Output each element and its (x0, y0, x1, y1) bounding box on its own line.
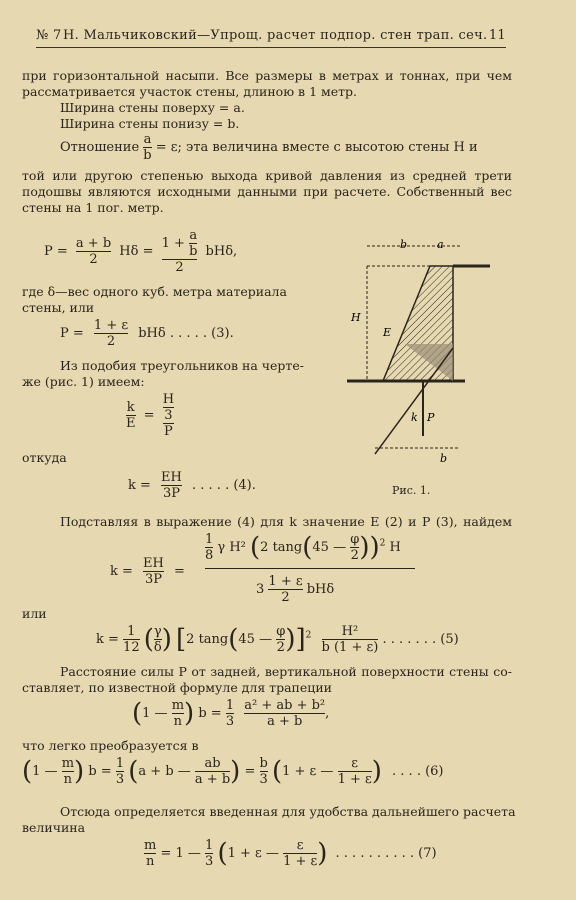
text: P = (44, 244, 68, 259)
label-P: P (427, 411, 435, 424)
paragraph-line: же (рис. 1) имеем: (22, 374, 145, 389)
equation-trapezoid (132, 698, 329, 729)
fraction (144, 838, 156, 869)
paren: ( (271, 756, 283, 787)
denominator: 3 (115, 772, 125, 787)
paren: ) (317, 838, 328, 869)
text: = 1 — (160, 846, 201, 861)
text: = (244, 764, 256, 779)
numerator: EH (161, 470, 182, 485)
paragraph-line: Ширина стены поверху = a. (60, 100, 245, 115)
denominator: 3 (164, 408, 173, 423)
paragraph-line: той или другою степенью выхода кривой давления из средней трети (22, 168, 512, 183)
numerator: 1 (205, 532, 214, 547)
denominator: 2 (268, 589, 302, 605)
equation-6 (22, 756, 444, 787)
numerator: m (144, 838, 157, 853)
text: 1 — (142, 706, 168, 721)
running-title: Н. Мальчиковский—Упрощ. расчет подпор. стен трап. сеч. (63, 28, 488, 43)
paragraph-line: Подставляя в выражение (4) для k значение E (2) и P (3), найдем (60, 514, 512, 529)
text: 2 tang (186, 632, 229, 647)
text: = (174, 564, 185, 579)
text: . . . . . (4). (192, 478, 256, 493)
numerator: ε (296, 838, 304, 853)
numerator: k (126, 400, 135, 415)
text: 2 tang (260, 540, 303, 555)
paragraph-line: при горизонтальной насыпи. Все размеры в метрах и тоннах, при чем (22, 68, 512, 83)
fraction (163, 392, 174, 439)
text: . . . . . . . . . . (7) (335, 846, 437, 861)
fraction (163, 392, 174, 423)
text: 3 (256, 582, 265, 597)
denominator: 2 (94, 333, 128, 349)
bracket: [ (176, 624, 187, 655)
numerator: a (189, 228, 198, 243)
paren: ( (228, 624, 239, 655)
fraction (350, 532, 359, 563)
denominator: n (145, 854, 155, 869)
denominator: 3P (144, 572, 162, 587)
text: . . . . . . . (5) (382, 632, 459, 647)
numerator: H (162, 392, 175, 407)
label-b: b (400, 238, 408, 251)
paragraph-line: откуда (22, 450, 67, 465)
issue-number: № 7 (36, 28, 62, 43)
numerator: 1 + ε (268, 574, 303, 589)
numerator: m (61, 756, 75, 771)
numerator (163, 392, 174, 423)
numerator: ab (204, 756, 221, 771)
label-a: a (437, 238, 444, 251)
paragraph-line: Расстояние силы P от задней, вертикальной поверхности стены со- (60, 664, 512, 679)
denominator: 3P (162, 486, 180, 501)
fraction (76, 236, 111, 267)
fraction (123, 624, 140, 655)
equation-4 (128, 470, 256, 501)
numerator: a² + ab + b² (244, 698, 326, 713)
numerator: EH (143, 556, 164, 571)
fraction (62, 756, 74, 787)
paren: ( (128, 756, 139, 787)
fraction-a-b (143, 132, 151, 163)
denominator: δ (153, 640, 162, 655)
paragraph-line: Отсюда определяется введенная для удобства дальнейшего расчета (60, 804, 516, 819)
paragraph-line: Из подобия треугольников на черте- (60, 358, 304, 373)
text: bHδ (306, 582, 335, 597)
equation-k-numerator (205, 532, 401, 563)
figure-caption: Рис. 1. (392, 484, 431, 497)
denominator: E (126, 416, 136, 431)
equation-k-denominator (256, 574, 334, 605)
ratio-line (60, 132, 478, 163)
fraction (205, 838, 213, 869)
numerator: 1 + ε (93, 318, 129, 333)
fraction (338, 756, 372, 787)
text: a + b — (138, 764, 191, 779)
numerator: a (143, 132, 152, 147)
fraction (161, 470, 182, 501)
paren: ( (217, 838, 228, 869)
paren: ) (285, 624, 296, 655)
fraction (189, 228, 197, 259)
paragraph-line: Ширина стены понизу = b. (60, 116, 240, 131)
paren: ) (371, 756, 382, 787)
numerator: H² (341, 624, 359, 639)
text: . . . . (6) (392, 764, 444, 779)
numerator (162, 228, 198, 259)
numerator: ε (351, 756, 359, 771)
paren: ) (184, 698, 195, 729)
denominator: 12 (123, 640, 140, 655)
denominator: n (173, 714, 183, 729)
denominator: 3 (259, 772, 268, 787)
denominator: a + b (194, 772, 231, 787)
exponent: 2 (305, 630, 312, 641)
page-header (36, 28, 506, 48)
paragraph-line: подошвы являются исходными данными при расчете. Собственный вес (22, 184, 512, 199)
denominator: n (63, 772, 73, 787)
paren: ( (132, 698, 143, 729)
wall-figure (345, 236, 505, 476)
text: 45 — (312, 540, 347, 555)
denominator: 3 (205, 854, 214, 869)
fraction (195, 756, 230, 787)
fraction (154, 624, 162, 655)
text: , (325, 706, 330, 721)
denominator: 1 + ε (337, 772, 372, 787)
fraction (143, 556, 164, 587)
paragraph-line: где δ—вес одного куб. метра материала (22, 284, 287, 299)
label-k: k (411, 411, 418, 424)
text: k = (96, 632, 119, 647)
paren: ( (22, 756, 33, 787)
numerator: b (259, 756, 268, 771)
text: = ε; эта величина вместе с высотою стены H и (155, 140, 478, 155)
fraction (283, 838, 317, 869)
fraction (260, 756, 268, 787)
fraction (205, 532, 213, 563)
numerator: a + b (75, 236, 112, 251)
text: γ H² (217, 540, 246, 555)
numerator: 1 (115, 756, 125, 771)
text: Отношение (60, 140, 140, 155)
fraction (94, 318, 128, 349)
text: 45 — (238, 632, 273, 647)
paragraph-line: или (22, 606, 47, 621)
fraction (116, 756, 124, 787)
text: 1 + (161, 236, 185, 251)
bracket: ] (295, 624, 306, 655)
denominator: b (1 + ε) (321, 640, 379, 655)
denominator: 2 (276, 640, 285, 655)
text: b = (198, 706, 222, 721)
denominator: 8 (205, 548, 214, 563)
numerator: 1 (225, 698, 235, 713)
numerator: γ (153, 624, 162, 639)
paren: ) (161, 624, 172, 655)
equation-k-expanded (110, 556, 185, 587)
numerator: φ (276, 624, 286, 639)
paren: ) (74, 756, 85, 787)
text: H (389, 540, 401, 555)
text: 1 + ε — (282, 764, 334, 779)
fraction (276, 624, 285, 655)
denominator: 2 (162, 259, 198, 275)
fraction (126, 400, 136, 431)
label-b-bottom: b (440, 452, 448, 465)
denominator: 3 (225, 714, 235, 729)
denominator: 2 (350, 548, 359, 563)
fraction (244, 698, 325, 729)
exponent: 2 (379, 538, 386, 549)
fraction (162, 228, 198, 275)
denominator: a + b (244, 713, 325, 729)
paren: ( (250, 532, 261, 563)
text: bHδ, (205, 244, 238, 259)
label-H: H (351, 311, 361, 324)
fraction-bar (205, 568, 415, 569)
numerator: m (171, 698, 185, 713)
denominator: 1 + ε (283, 854, 318, 869)
equation-weight (44, 228, 237, 275)
paragraph-line: рассматривается участок стены, длиною в 1 метр. (22, 84, 358, 99)
equation-similarity (126, 392, 174, 439)
text: k = (110, 564, 133, 579)
text: 1 + ε — (227, 846, 279, 861)
paren: ( (302, 532, 313, 563)
text: k = (128, 478, 151, 493)
fraction (226, 698, 234, 729)
fraction (322, 624, 379, 655)
text: 1 — (32, 764, 58, 779)
equation-3 (60, 318, 234, 349)
paragraph-line: стены на 1 пог. метр. (22, 200, 164, 215)
denominator: b (189, 244, 198, 259)
fraction (172, 698, 184, 729)
text: Hδ = (119, 244, 154, 259)
paren: ( (143, 624, 154, 655)
paragraph-line: что легко преобразуется в (22, 738, 199, 753)
paren: )) (359, 532, 380, 563)
equation-7 (144, 838, 437, 869)
denominator: 2 (76, 251, 111, 267)
text: = (143, 408, 155, 423)
text: bHδ . . . . . (3). (138, 326, 234, 341)
text: P = (60, 326, 84, 341)
paragraph-line: ставляет, по известной формуле для трапеции (22, 680, 332, 695)
numerator: 1 (205, 838, 214, 853)
paragraph-line: величина (22, 820, 86, 835)
text: b = (88, 764, 112, 779)
numerator: φ (350, 532, 360, 547)
numerator: 1 (127, 624, 136, 639)
denominator: P (163, 424, 173, 439)
paren: ) (230, 756, 241, 787)
label-E: E (383, 326, 392, 339)
fraction (268, 574, 302, 605)
page-number: 11 (488, 28, 506, 43)
denominator: b (143, 148, 152, 163)
equation-5 (96, 624, 459, 655)
paragraph-line: стены, или (22, 300, 95, 315)
